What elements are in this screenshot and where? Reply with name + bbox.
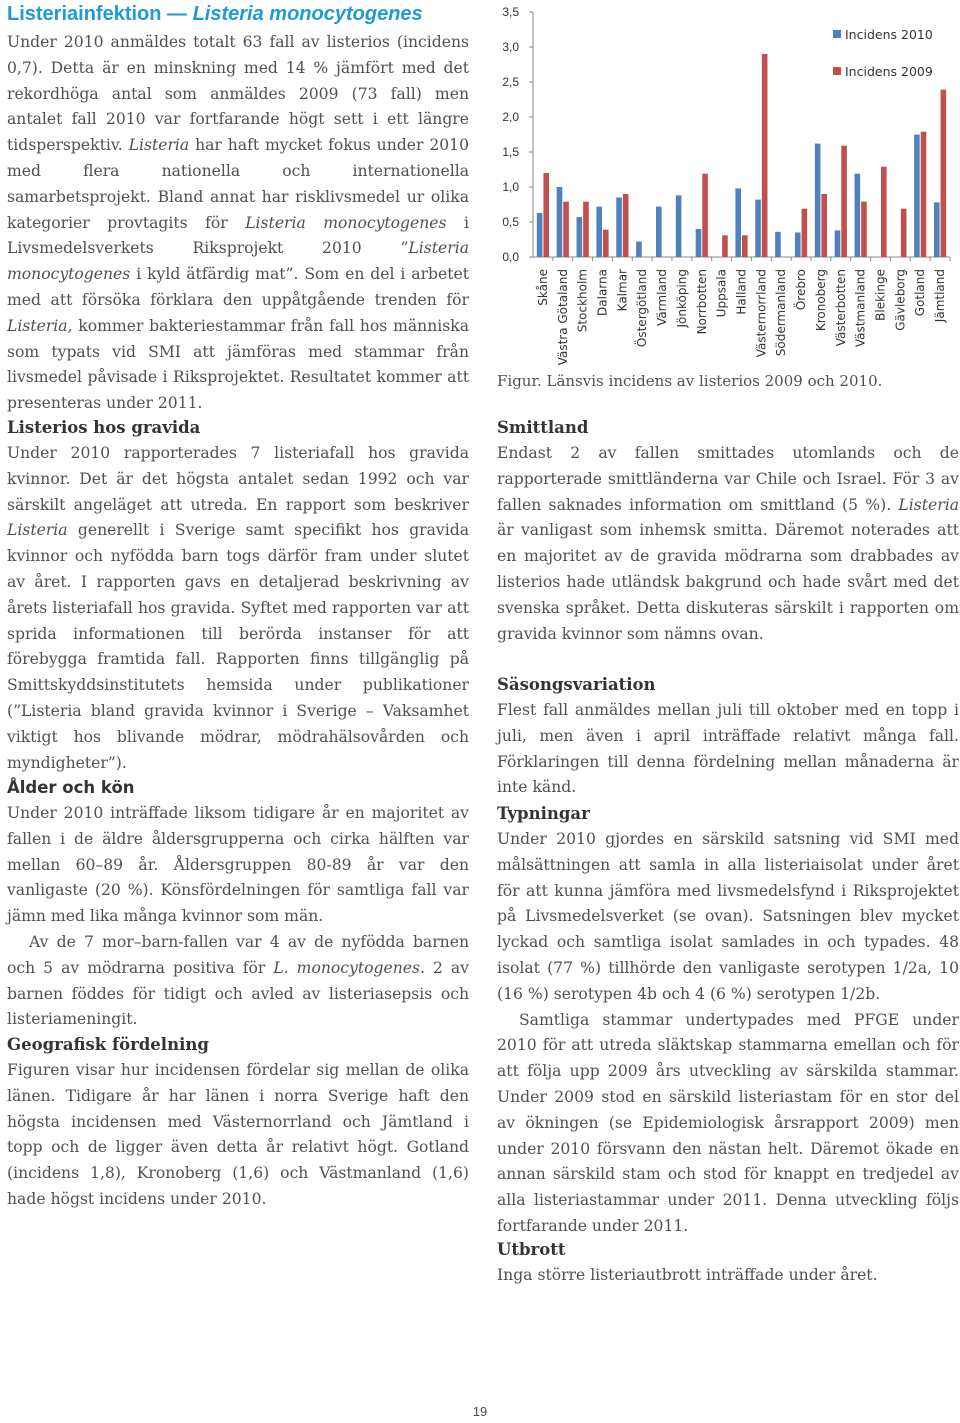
intro-text-2: har haft mycket fokus under 2010 med flera nationella och internationella samarbetsprojekt. Bland annat har risklivsmedel ur olika kategorier provtagits för [7, 136, 469, 232]
smittland-text-1: Endast 2 av fallen smittades utomlands och de rapporterade smittländerna var Chile och Israel. För 3 av fallen saknades information om smittland (5 %). [497, 444, 959, 514]
page-title [7, 1, 469, 27]
bar-2009 [941, 90, 947, 257]
bar-2010 [815, 144, 821, 257]
bar-2010 [537, 213, 543, 257]
bar-2009 [821, 194, 827, 257]
y-tick-label: 3,5 [502, 5, 519, 19]
alder-heading: Ålder och kön [7, 778, 135, 797]
bar-2010 [577, 217, 583, 257]
y-tick-label: 2,0 [502, 110, 519, 124]
bar-2010 [696, 229, 702, 257]
bar-2009 [921, 132, 927, 257]
alder-text-2b: . 2 av barnen föddes för tidigt och avled av listeriasepsis och listeriameningit. [7, 958, 469, 1029]
bar-2010 [676, 195, 682, 257]
bar-2010 [755, 200, 761, 257]
bar-2009 [563, 202, 569, 257]
gravida-paragraph [7, 441, 469, 776]
bar-2009 [623, 194, 629, 257]
page-number: 19 [472, 1404, 488, 1419]
smittland-italic: Listeria [898, 495, 959, 514]
alder-text-2a: Av de 7 mor–barn-fallen var 4 av de nyfödda barnen och 5 av mödrarna positiva för [7, 932, 469, 977]
intro-text-5: , kommer bakteriestammar från fall hos människa som typats vid SMI att jämföras med stammar från livsmedel påvisade i Riksprojektet. Resultatet kommer att presenteras under 2011. [7, 316, 469, 413]
smittland-section [497, 415, 959, 647]
bar-2010 [855, 174, 861, 257]
typning-paragraph-2: Samtliga stammar undertypades med PFGE under 2010 för att utreda släktskap stammarna emellan och för att följa upp 2009 års utveckling av särskilda stammar. Under 2009 stod en särskild listeriastam för en stor del av ökningen (se Epidemiologisk årsrapport 2009) men under 2010 försvann den nästan helt. Däremot ökade en annan särskild stam och stod för knappt en tredjedel av alla listeriastammar under 2011. Denna utveckling följs fortfarande under 2011. [497, 1010, 959, 1235]
page-title-block [7, 1, 469, 27]
smittland-heading: Smittland [497, 418, 589, 437]
figure-caption: Figur. Länsvis incidens av listerios 2009 och 2010. [497, 372, 883, 390]
x-tick-label: Södermanland [774, 269, 789, 357]
legend-swatch [833, 67, 841, 75]
bar-2009 [702, 174, 708, 257]
x-tick-label: Värmland [655, 269, 670, 326]
bar-2010 [735, 188, 741, 257]
smittland-text-2: är vanligast som inhemsk smitta. Däremot noterades att en majoritet av de gravida mödrarna som drabbades av listerios hade utländsk bakgrund och hade svårt med det svenska språket. Detta diskuteras särskilt i rapporten om gravida kvinnor som nämns ovan. [497, 521, 959, 643]
x-tick-label: Östergötland [635, 269, 650, 348]
alder-paragraph-2 [7, 930, 469, 1033]
bar-2010 [557, 187, 563, 257]
x-tick-label: Halland [734, 269, 749, 315]
bar-2010 [914, 135, 920, 258]
incidence-chart [495, 0, 960, 370]
alder-italic: L. monocytogenes [273, 958, 420, 977]
smittland-paragraph [497, 441, 959, 647]
x-tick-label: Uppsala [714, 269, 729, 318]
x-tick-label: Stockholm [575, 269, 590, 333]
y-tick-label: 0,5 [502, 215, 519, 229]
x-tick-label: Västra Götaland [555, 269, 570, 366]
bar-2010 [596, 207, 602, 257]
typning-paragraph-1: Under 2010 gjordes en särskild satsning vid SMI med målsättningen att samla in alla listeriaisolat under året för att kunna jämföra med livsmedelsfynd i Riksprojektet på Livsmedelsverket (se ovan). Satsningen blev mycket lyckad och samtliga isolat samlades in och typades. 48 isolat (77 %) tillhörde den vanligaste serotypen 1/2a, 10 (16 %) serotypen 4b och 4 (6 %) serotypen 1/2b. [497, 830, 959, 1003]
intro-italic-2: Listeria monocytogenes [245, 213, 447, 232]
bar-2009 [722, 235, 728, 257]
x-tick-label: Blekinge [873, 269, 888, 321]
intro-text-4: i kyld ätfärdig mat”. Som en del i arbetet med att försöka förklara den uppåtgående trenden för [7, 265, 469, 309]
bar-2009 [742, 235, 748, 257]
intro-text-3: i Livsmedelsverkets Riksprojekt 2010 ” [7, 213, 470, 258]
bar-2009 [841, 146, 847, 257]
bar-2009 [762, 54, 768, 257]
utbrott-paragraph: Inga större listeriautbrott inträffade under året. [497, 1266, 878, 1284]
y-tick-label: 3,0 [502, 40, 519, 54]
x-tick-label: Örebro [794, 269, 809, 311]
gravida-text-1: Under 2010 rapporterades 7 listeriafall hos gravida kvinnor. Det är det högsta antalet sedan 1992 och var särskilt angeläget att utreda. En rapport som beskriver [7, 444, 469, 514]
legend-label: Incidens 2010 [845, 27, 933, 42]
intro-text-1: Under 2010 anmäldes totalt 63 fall av listerios (incidens 0,7). Detta är en minskning med 14 % jämfört med det rekordhöga antal som anmäldes 2009 (73 fall) men antalet fall 2010 var fortfarande högt sett i ett längre tidsperspektiv. [7, 33, 469, 155]
bar-2010 [636, 242, 642, 257]
gravida-text-2: generellt i Sverige samt specifikt hos gravida kvinnor och nyfödda barn togs därför fram under slutet av året. I rapporten gavs en detaljerad beskrivning av årets listeriafall hos gravida. Syftet med rapporten var att sprida informationen till berörda instanser för att förebygga framtida fall. Rapporten finns tillgänglig på Smittskyddsinstitutets hemsida under publikationer (”Listeria bland gravida kvinnor i Sverige – Vaksamhet viktigt hos blivande mödrar, mödrahälsovården och myndigheter”). [7, 521, 469, 772]
x-tick-label: Norrbotten [694, 269, 709, 335]
bar-2010 [934, 202, 940, 257]
x-tick-label: Skåne [535, 269, 550, 306]
bar-2009 [603, 230, 609, 257]
intro-italic-4: Listeria [7, 316, 68, 335]
bar-2009 [543, 173, 549, 257]
incidence-chart-svg [495, 0, 960, 370]
intro-section [7, 30, 469, 417]
bar-2009 [861, 202, 867, 257]
geo-heading: Geografisk fördelning [7, 1035, 209, 1054]
utbrott-heading: Utbrott [497, 1240, 566, 1259]
intro-paragraph [7, 30, 469, 417]
x-tick-label: Gotland [913, 269, 928, 317]
alder-paragraph-1: Under 2010 inträffade liksom tidigare år en majoritet av fallen i de äldre åldersgrupperna och cirka hälften var mellan 60–89 år. Åldersgruppen 80-89 år var den vanligaste (20 %). Könsfördelningen för samtliga fall var jämn med lika många kvinnor som män. [7, 804, 469, 926]
gravida-italic-1: Listeria [7, 521, 68, 540]
intro-italic-1: Listeria [128, 136, 190, 155]
x-tick-label: Kalmar [615, 269, 630, 312]
bar-2010 [835, 230, 841, 257]
intro-italic-3: Listeria monocytogenes [7, 239, 469, 284]
y-tick-label: 1,5 [502, 145, 519, 159]
legend-label: Incidens 2009 [845, 64, 933, 79]
bar-2009 [802, 209, 808, 257]
legend-swatch [833, 30, 841, 38]
bar-2009 [881, 167, 887, 257]
x-tick-label: Västmanland [853, 269, 868, 348]
bar-2009 [583, 202, 589, 257]
x-tick-label: Jönköping [674, 269, 689, 328]
geo-paragraph: Figuren visar hur incidensen fördelar sig mellan de olika länen. Tidigare år har länen i norra Sverige haft den högsta incidensen med Västernorrland och Jämtland i topp och de ligger även detta år relativt högt. Gotland (incidens 1,8), Kronoberg (1,6) och Västmanland (1,6) hade högst incidens under 2010. [7, 1061, 469, 1208]
bar-2009 [901, 209, 907, 257]
y-tick-label: 2,5 [502, 75, 519, 89]
y-tick-label: 1,0 [502, 180, 519, 194]
x-tick-label: Västernorrland [754, 269, 769, 358]
sasong-section [497, 672, 959, 801]
typning-heading: Typningar [497, 804, 590, 823]
gravida-section [7, 415, 469, 776]
geo-section [7, 1032, 469, 1213]
title-italic: Listeria monocytogenes [192, 3, 423, 25]
bar-2010 [616, 198, 622, 258]
x-tick-label: Jämtland [933, 269, 948, 323]
sasong-heading: Säsongsvariation [497, 675, 656, 694]
title-plain: Listeriainfektion — [7, 3, 193, 25]
bar-2010 [656, 207, 662, 257]
bar-2010 [775, 232, 781, 257]
sasong-paragraph: Flest fall anmäldes mellan juli till oktober med en topp i juli, men även i april inträffade relativt många fall. Förklaringen till denna fördelning mellan månaderna är inte känd. [497, 701, 959, 797]
x-tick-label: Västerbotten [833, 269, 848, 347]
x-tick-label: Kronoberg [813, 269, 828, 332]
alder-section [7, 775, 469, 1033]
x-tick-label: Dalarna [595, 269, 610, 316]
y-tick-label: 0,0 [502, 250, 519, 264]
x-tick-label: Gävleborg [893, 269, 908, 331]
gravida-heading: Listerios hos gravida [7, 418, 201, 437]
typning-section [497, 801, 959, 1240]
bar-2010 [795, 233, 801, 258]
utbrott-section [497, 1237, 959, 1289]
